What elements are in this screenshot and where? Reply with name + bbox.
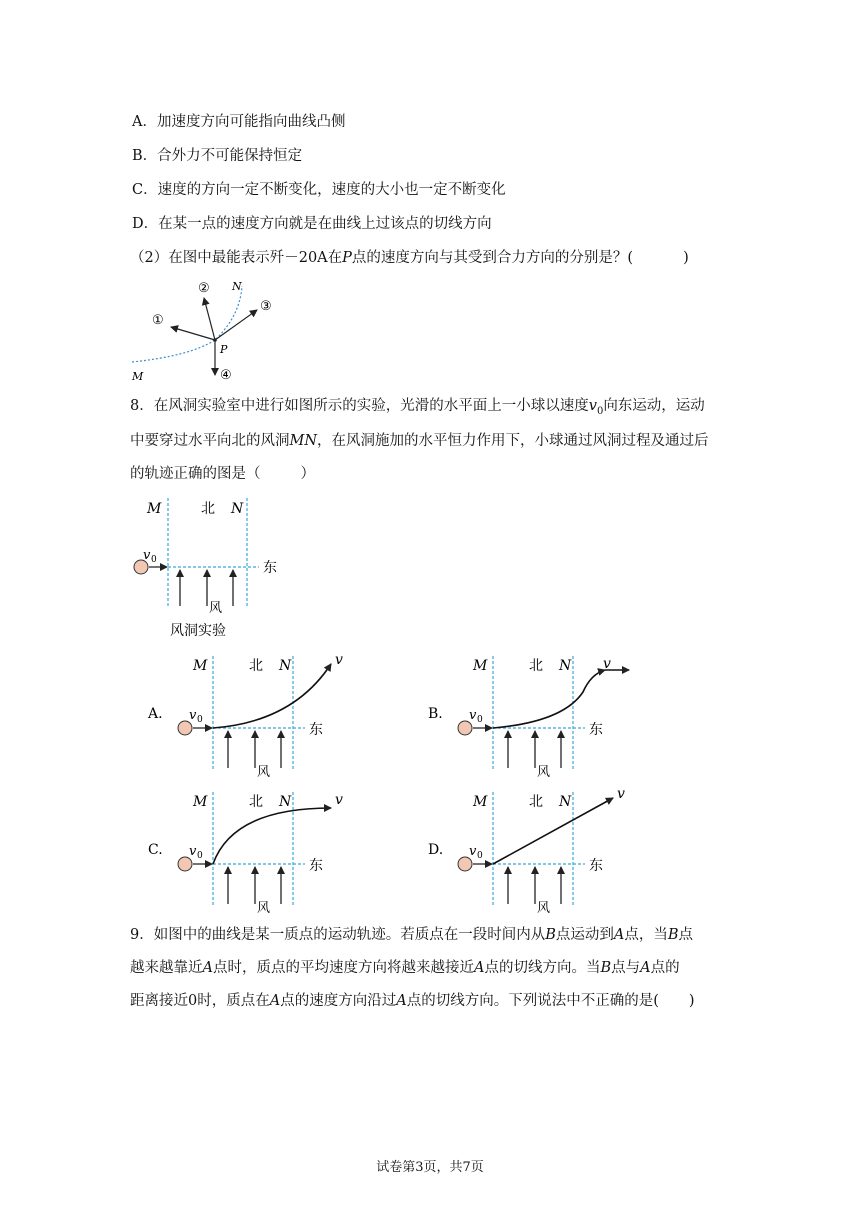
q9-text-f: 点时，质点的平均速度方向将越来越接近 <box>212 960 474 976</box>
q8-line-2 <box>130 431 709 451</box>
q8-line-3 <box>130 464 315 484</box>
q9-a: A <box>640 960 651 976</box>
opt-m: M <box>473 794 488 810</box>
opt-v0-sub: 0 <box>477 851 483 861</box>
opt-v0-sub: 0 <box>197 715 203 725</box>
option-d-label: D. <box>428 842 444 858</box>
option-b-label: B. <box>428 706 443 722</box>
wind-north: 北 <box>201 501 215 517</box>
q7-sub-prefix: （2）在图中最能表示歼－20A在 <box>130 250 343 266</box>
q8-line-1 <box>130 396 705 422</box>
point-p <box>213 338 217 342</box>
wind-v0: v <box>143 548 151 563</box>
q9-line-2 <box>130 958 680 978</box>
opt-north: 北 <box>249 658 263 674</box>
q9-text-i: 点的 <box>650 960 680 976</box>
opt-v: v <box>335 652 343 668</box>
option-c-figure <box>148 788 348 918</box>
trajectory-a <box>213 664 331 728</box>
arrow-1 <box>171 327 215 340</box>
opt-v0: v <box>189 844 197 859</box>
label-3: ③ <box>260 299 272 314</box>
q9-close: ) <box>688 993 695 1009</box>
q8-text-3: 的轨迹正确的图是（ <box>130 466 261 482</box>
q9-text-j: 距离接近0时，质点在 <box>130 993 270 1009</box>
opt-east: 东 <box>309 858 323 874</box>
option-b: B．合外力不可能保持恒定 <box>132 148 303 164</box>
q8-text-2: 中要穿过水平向北的风洞 <box>130 433 290 449</box>
opt-v0: v <box>469 844 477 859</box>
opt-v0-sub: 0 <box>197 851 203 861</box>
trajectory-d <box>493 798 613 864</box>
option-d-figure <box>428 788 628 918</box>
opt-east: 东 <box>589 722 603 738</box>
q9-a: A <box>202 960 213 976</box>
opt-v0: v <box>189 708 197 723</box>
q9-text-a: 9．如图中的曲线是某一质点的运动轨迹。若质点在一段时间内从 <box>130 927 546 943</box>
q9-b: B <box>600 960 612 976</box>
wind-v0-sub: 0 <box>151 555 157 565</box>
opt-v: v <box>603 656 611 672</box>
opt-n: N <box>279 658 292 674</box>
wind-east: 东 <box>263 560 277 576</box>
q9-b: B <box>545 927 556 943</box>
arrow-3 <box>215 310 257 340</box>
opt-east: 东 <box>589 858 603 874</box>
page-footer: 试卷第3页，共7页 <box>376 1160 484 1175</box>
opt-north: 北 <box>529 794 543 810</box>
q9-text-b: 点运动到 <box>555 927 614 943</box>
wind-n: N <box>231 501 244 517</box>
label-m: M <box>132 370 144 383</box>
opt-n: N <box>559 658 572 674</box>
q9-a: A <box>396 993 407 1009</box>
q9-line-3 <box>130 991 695 1011</box>
label-4: ④ <box>220 368 232 383</box>
wind-tunnel-figure <box>125 490 295 650</box>
q9-line-1 <box>130 925 693 945</box>
q9-text-l: 点的切线方向。下列说法中不正确的是( <box>406 993 659 1009</box>
opt-wind: 风 <box>537 901 551 916</box>
opt-wind: 风 <box>257 901 271 916</box>
p-direction-figure <box>120 276 280 386</box>
option-a-figure <box>148 652 348 782</box>
opt-m: M <box>193 794 208 810</box>
q8-close: ） <box>300 466 315 482</box>
q9-b: B <box>667 927 679 943</box>
option-c-label: C. <box>148 842 163 858</box>
q7-sub-suffix: 点的速度方向与其受到合力方向的分别是？( <box>351 250 634 266</box>
arrow-2 <box>204 298 215 340</box>
wind-caption: 风洞实验 <box>170 623 226 639</box>
trajectory-c <box>213 808 331 864</box>
opt-v0-sub: 0 <box>477 715 483 725</box>
q9-text-h: 点与 <box>611 960 641 976</box>
q9-a: A <box>269 993 281 1009</box>
option-a-label: A. <box>148 706 163 722</box>
opt-v: v <box>617 786 625 802</box>
opt-n: N <box>279 794 292 810</box>
q7-sub-point: P <box>342 250 352 266</box>
wind-label: 风 <box>209 601 223 616</box>
q9-text-c: 点，当 <box>624 927 668 943</box>
q8-v0-sub: 0 <box>596 405 604 417</box>
opt-wind: 风 <box>257 765 271 780</box>
option-a: A．加速度方向可能指向曲线凸侧 <box>132 114 346 130</box>
option-c: C．速度的方向一定不断变化，速度的大小也一定不断变化 <box>132 182 506 198</box>
opt-n: N <box>559 794 572 810</box>
option-b-figure <box>428 652 628 782</box>
option-d: D．在某一点的速度方向就是在曲线上过该点的切线方向 <box>132 216 492 232</box>
opt-v: v <box>335 792 343 808</box>
q7-sub-close: ) <box>683 250 689 266</box>
q7-sub-question <box>130 248 689 268</box>
q8-text-b: 向东运动，运动 <box>603 398 705 414</box>
q8-text: 8．在风洞实验室中进行如图所示的实验，光滑的水平面上一小球以速度 <box>130 398 589 414</box>
wind-m: M <box>147 501 162 517</box>
opt-m: M <box>473 658 488 674</box>
q9-text-g: 点的切线方向。当 <box>484 960 601 976</box>
label-n: N <box>232 280 242 293</box>
opt-wind: 风 <box>537 765 551 780</box>
trajectory-b <box>493 670 605 728</box>
q8-v0: v <box>588 398 597 414</box>
q9-a: A <box>613 927 625 943</box>
label-1: ① <box>152 313 164 328</box>
opt-east: 东 <box>309 722 323 738</box>
q9-text-d: 点 <box>678 927 694 943</box>
q9-a: A <box>473 960 485 976</box>
q8-text-2b: ，在风洞施加的水平恒力作用下，小球通过风洞过程及通过后 <box>317 433 709 449</box>
q9-text-k: 点的速度方向沿过 <box>280 993 397 1009</box>
label-p: P <box>220 343 228 356</box>
label-2: ② <box>198 281 210 296</box>
opt-m: M <box>193 658 208 674</box>
q9-text-e: 越来越靠近 <box>130 960 203 976</box>
opt-north: 北 <box>529 658 543 674</box>
q8-mn: MN <box>289 433 318 449</box>
opt-north: 北 <box>249 794 263 810</box>
opt-v0: v <box>469 708 477 723</box>
